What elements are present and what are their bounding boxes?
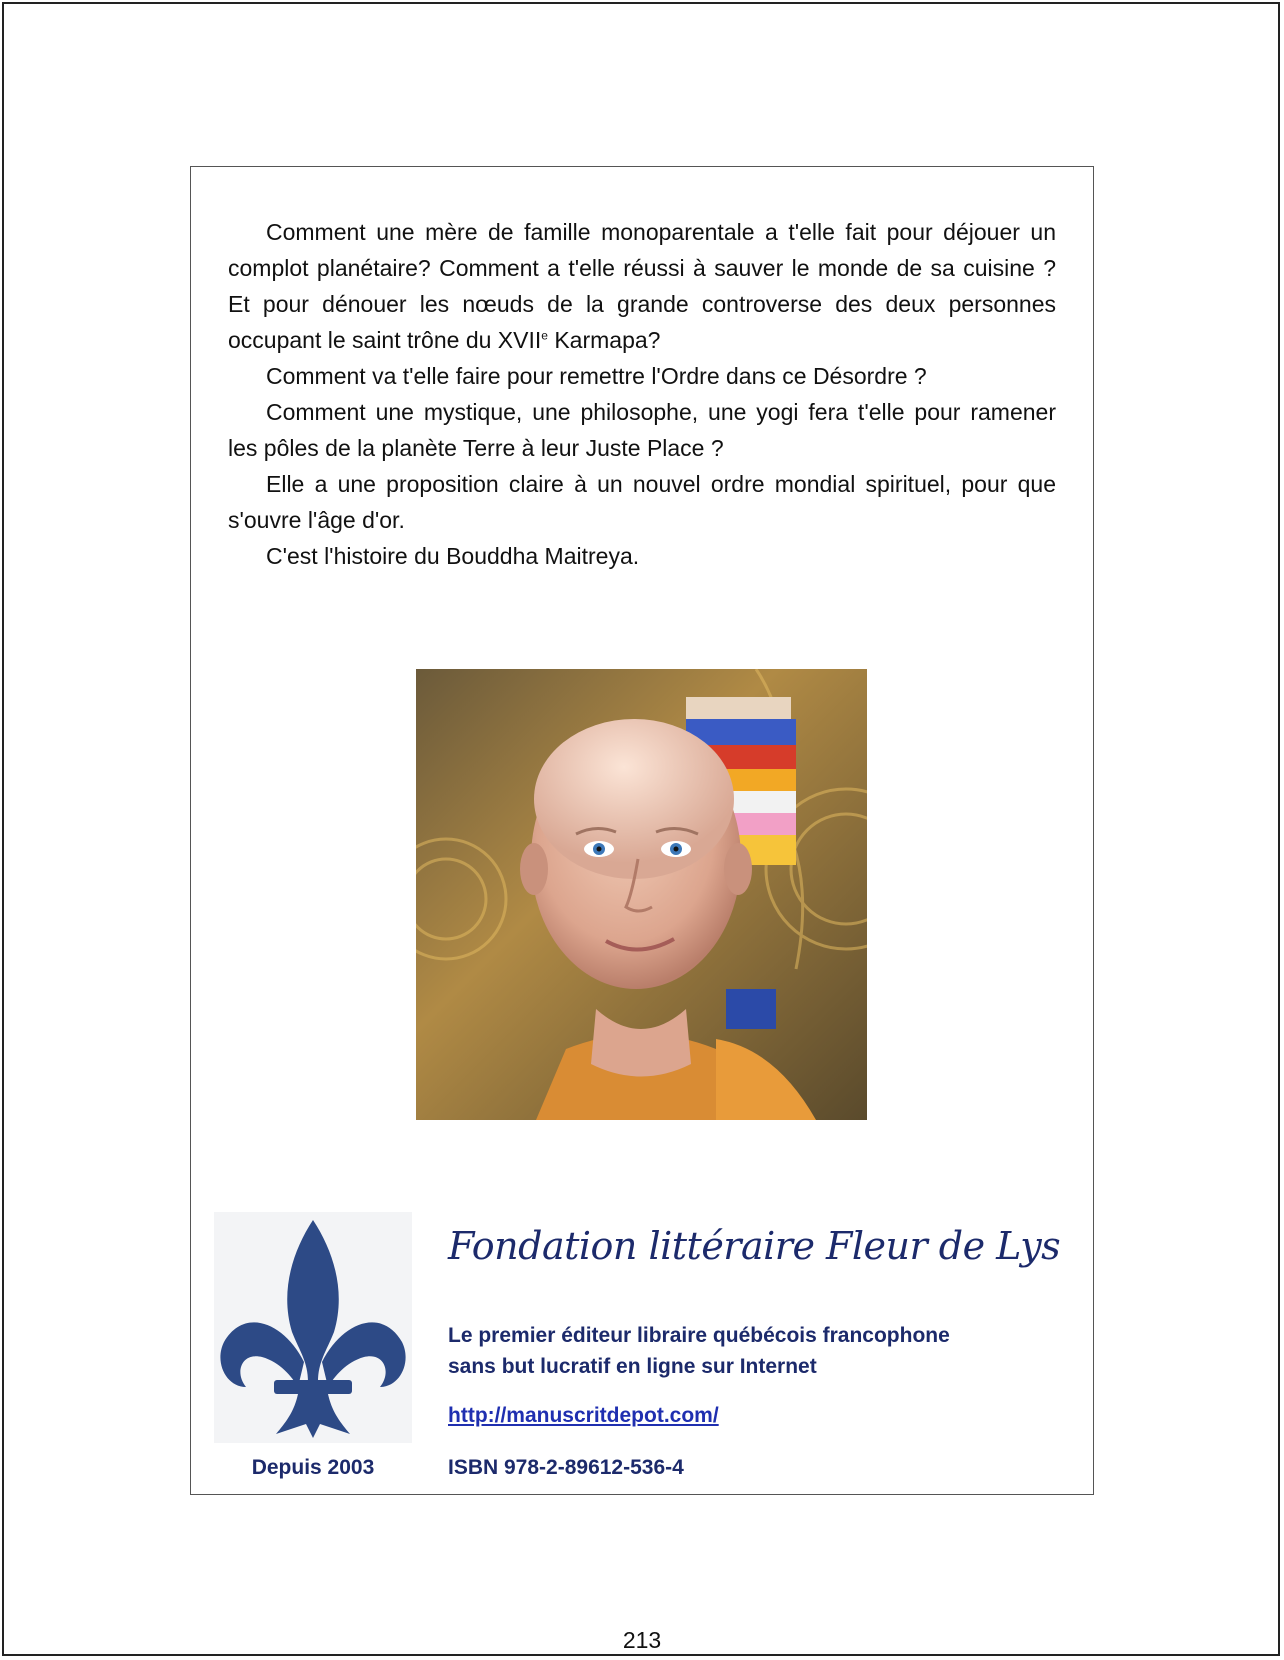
blurb-paragraph-4: Elle a une proposition claire à un nouvel ordre mondial spirituel, pour que s'ouvre l'âge d'or. bbox=[228, 471, 1056, 533]
portrait-illustration bbox=[416, 669, 867, 1120]
publisher-name: Fondation littéraire Fleur de Lys bbox=[448, 1224, 1061, 1268]
author-photo bbox=[416, 669, 867, 1120]
page-number: 213 bbox=[622, 1627, 662, 1653]
fleur-de-lys-icon bbox=[214, 1212, 412, 1443]
since-year: Depuis 2003 bbox=[251, 1456, 375, 1479]
tagline-line-1: Le premier éditeur libraire québécois francophone bbox=[448, 1324, 950, 1347]
blurb-paragraph-1: Comment une mère de famille monoparentale a t'elle fait pour déjouer un complot planétaire? Comment a t'elle réussi à sauver le monde de sa cuisine ? Et pour dénouer les nœuds de la grande controverse des deux personnes occupant le saint trône du XVIIe Karmapa? bbox=[228, 219, 1056, 353]
superscript-e: e bbox=[541, 328, 548, 343]
back-cover-blurb bbox=[228, 214, 1056, 574]
blurb-paragraph-5: C'est l'histoire du Bouddha Maitreya. bbox=[266, 543, 640, 569]
tagline-line-2: sans but lucratif en ligne sur Internet bbox=[448, 1355, 817, 1378]
isbn-number: ISBN 978-2-89612-536-4 bbox=[448, 1456, 684, 1479]
blurb-paragraph-3: Comment une mystique, une philosophe, une yogi fera t'elle pour ramener les pôles de la planète Terre à leur Juste Place ? bbox=[228, 399, 1056, 461]
publisher-logo bbox=[214, 1212, 412, 1443]
website-link[interactable]: http://manuscritdepot.com/ bbox=[448, 1404, 719, 1427]
blurb-paragraph-2: Comment va t'elle faire pour remettre l'Ordre dans ce Désordre ? bbox=[266, 363, 927, 389]
publisher-tagline bbox=[448, 1320, 1068, 1382]
